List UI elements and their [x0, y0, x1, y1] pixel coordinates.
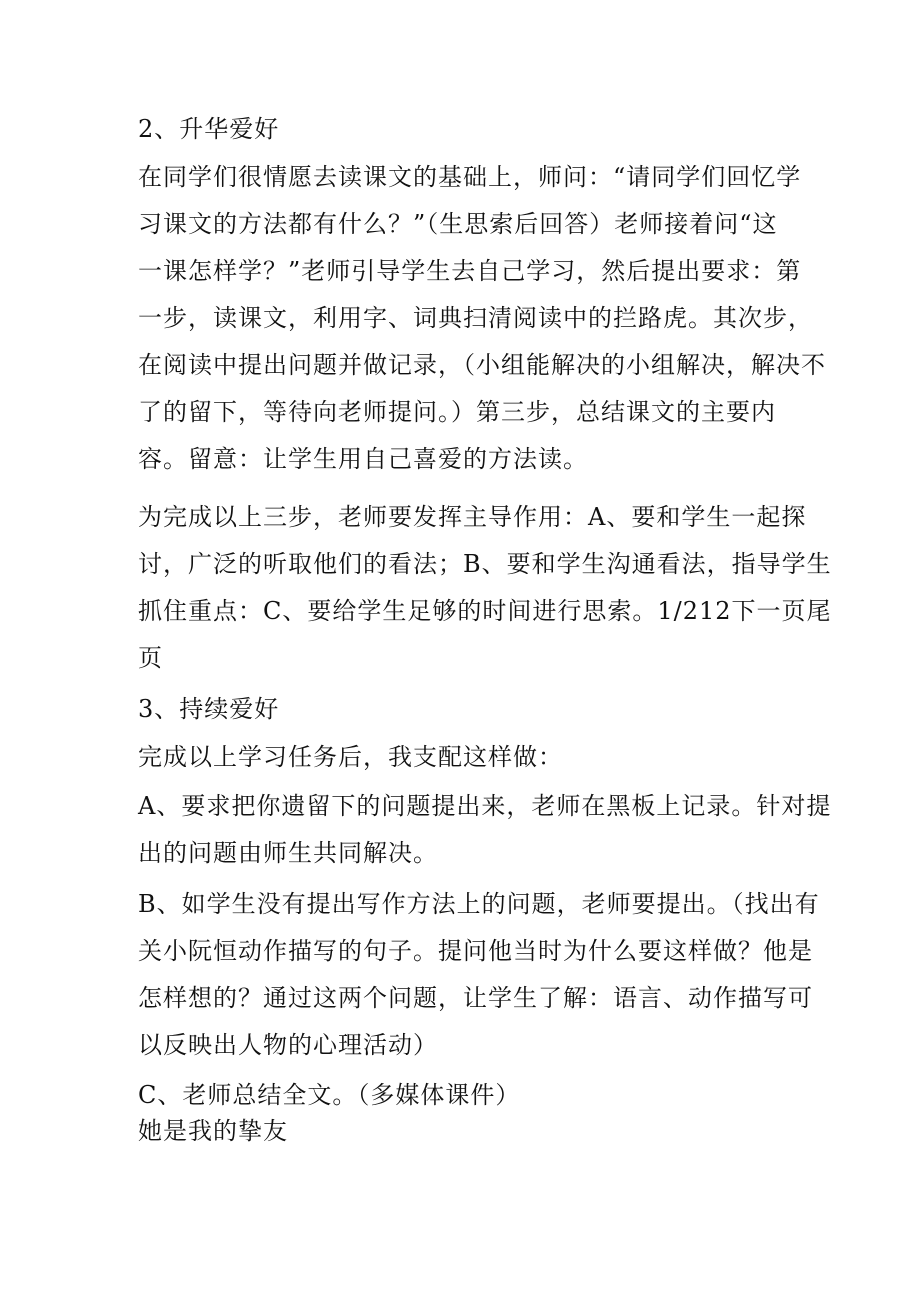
- paragraph-line: A、要求把你遗留下的问题提出来，老师在黑板上记录。针对提: [138, 792, 832, 820]
- footer-line: 她是我的挚友: [138, 1117, 288, 1145]
- paragraph-line: 容。留意：让学生用自己喜爱的方法读。: [138, 445, 588, 473]
- paragraph-line: 关小阮恒动作描写的句子。提问他当时为什么要这样做？他是: [138, 937, 813, 965]
- paragraph-line: 怎样想的？通过这两个问题，让学生了解：语言、动作描写可: [138, 984, 813, 1012]
- section-3-heading: 3、持续爱好: [138, 695, 280, 723]
- paragraph-line: 习课文的方法都有什么？”（生思索后回答）老师接着问“这: [138, 210, 778, 238]
- paragraph-line: B、如学生没有提出写作方法上的问题，老师要提出。（找出有: [138, 890, 820, 918]
- paragraph-line: 完成以上学习任务后，我支配这样做：: [138, 743, 563, 771]
- paragraph-line: 一步，读课文，利用字、词典扫清阅读中的拦路虎。其次步，: [138, 304, 813, 332]
- paragraph-line: 抓住重点：C、要给学生足够的时间进行思索。1/212下一页尾: [138, 597, 832, 625]
- paragraph-line: C、老师总结全文。（多媒体课件）: [138, 1081, 521, 1109]
- paragraph-line: 出的问题由师生共同解决。: [138, 839, 438, 867]
- section-2-paragraph-1: [138, 154, 826, 483]
- paragraph-line: 在阅读中提出问题并做记录，（小组能解决的小组解决，解决不: [138, 351, 826, 379]
- paragraph-line: 以反映出人物的心理活动）: [138, 1031, 438, 1059]
- section-2-paragraph-2: [138, 494, 832, 682]
- item-b: [138, 881, 820, 1069]
- paragraph-line: 在同学们很情愿去读课文的基础上，师问：“请同学们回忆学: [138, 163, 802, 191]
- section-3-intro: [138, 734, 788, 781]
- paragraph-line: 讨，广泛的听取他们的看法；B、要和学生沟通看法，指导学生: [138, 550, 832, 578]
- item-c: [138, 1077, 788, 1149]
- paragraph-line: 一课怎样学？”老师引导学生去自己学习，然后提出要求：第: [138, 257, 802, 285]
- section-2-heading: 2、升华爱好: [138, 115, 280, 143]
- section-3: [138, 686, 788, 733]
- item-a: [138, 783, 832, 877]
- paragraph-line: 为完成以上三步，老师要发挥主导作用：A、要和学生一起探: [138, 503, 807, 531]
- paragraph-line: 页: [138, 644, 163, 672]
- paragraph-line: 了的留下，等待向老师提问。）第三步，总结课文的主要内: [138, 398, 776, 426]
- section-2: [138, 106, 788, 153]
